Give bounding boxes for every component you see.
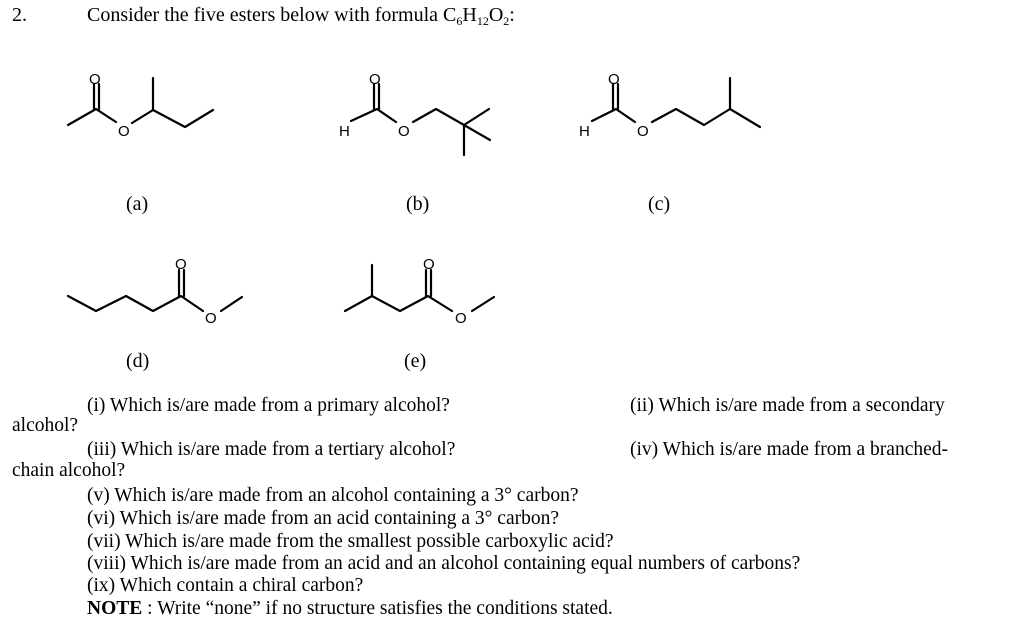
structure-d-methoxy-bond <box>221 297 242 311</box>
question-number: 2. <box>12 4 27 26</box>
structure-d <box>68 256 242 327</box>
question-viii: (viii) Which is/are made from an acid and an alcohol containing equal numbers of carbons? <box>87 553 801 574</box>
hydrogen-symbol: H <box>462 4 477 26</box>
structure-e-ester-oxygen: O <box>455 310 467 327</box>
structure-b <box>339 71 490 155</box>
structure-c-hydrogen: H <box>579 123 590 140</box>
structure-c-carbonyl-oxygen: O <box>608 71 620 88</box>
structure-b-carbonyl-oxygen: O <box>369 71 381 88</box>
structure-c-ester-oxygen: O <box>637 123 649 140</box>
oxygen-symbol: O <box>488 4 504 26</box>
intro-colon: : <box>509 4 515 26</box>
structure-a-alkyl-chain <box>132 110 213 127</box>
structure-b-alkyl-chain <box>413 109 464 125</box>
question-ii: (ii) Which is/are made from a secondary <box>630 395 945 416</box>
note-label: NOTE <box>87 598 143 619</box>
structure-c <box>579 71 760 140</box>
hydrogen-subscript: 12 <box>476 14 489 28</box>
question-v: (v) Which is/are made from an alcohol containing a 3° carbon? <box>87 485 579 506</box>
structure-b-acyl-bonds <box>351 109 396 122</box>
question-ii-continued: alcohol? <box>12 415 79 436</box>
structure-d-ester-oxygen: O <box>205 310 217 327</box>
label-d: (d) <box>126 350 150 372</box>
structure-a-acyl-bonds <box>68 109 116 125</box>
structure-e-carbonyl-oxygen: O <box>423 256 435 273</box>
question-vi: (vi) Which is/are made from an acid containing a 3° carbon? <box>87 508 559 529</box>
note-text: : Write “none” if no structure satisfies the conditions stated. <box>142 598 613 619</box>
question-iv: (iv) Which is/are made from a branched- <box>630 439 948 460</box>
structure-b-ester-oxygen: O <box>398 123 410 140</box>
structure-d-carbonyl-oxygen: O <box>175 256 187 273</box>
structure-b-methyl-3 <box>464 125 490 140</box>
label-b: (b) <box>406 193 430 215</box>
structure-b-hydrogen: H <box>339 123 350 140</box>
structure-d-chain <box>68 296 203 311</box>
intro-text: Consider the five esters below with formula C <box>87 4 457 26</box>
structure-c-acyl-bonds <box>592 109 635 122</box>
oxygen-subscript: 2 <box>503 14 510 28</box>
structure-e <box>345 256 494 327</box>
label-c: (c) <box>648 193 671 215</box>
structure-a-ester-oxygen: O <box>118 123 130 140</box>
carbon-subscript: 6 <box>456 14 463 28</box>
question-i: (i) Which is/are made from a primary alcohol? <box>87 395 450 416</box>
structure-e-methoxy-bond <box>472 297 494 311</box>
question-ix: (ix) Which contain a chiral carbon? <box>87 575 364 596</box>
structure-c-alkyl-chain <box>652 109 760 127</box>
structure-a-carbonyl-oxygen: O <box>89 71 101 88</box>
structure-a <box>68 71 213 140</box>
question-vii: (vii) Which is/are made from the smallest possible carboxylic acid? <box>87 531 614 552</box>
note <box>87 598 613 620</box>
structure-b-methyl-2 <box>464 109 489 125</box>
question-iv-continued: chain alcohol? <box>12 460 126 481</box>
label-e: (e) <box>404 350 427 372</box>
question-iii: (iii) Which is/are made from a tertiary alcohol? <box>87 439 456 460</box>
label-a: (a) <box>126 193 149 215</box>
structure-e-chain <box>345 296 452 311</box>
